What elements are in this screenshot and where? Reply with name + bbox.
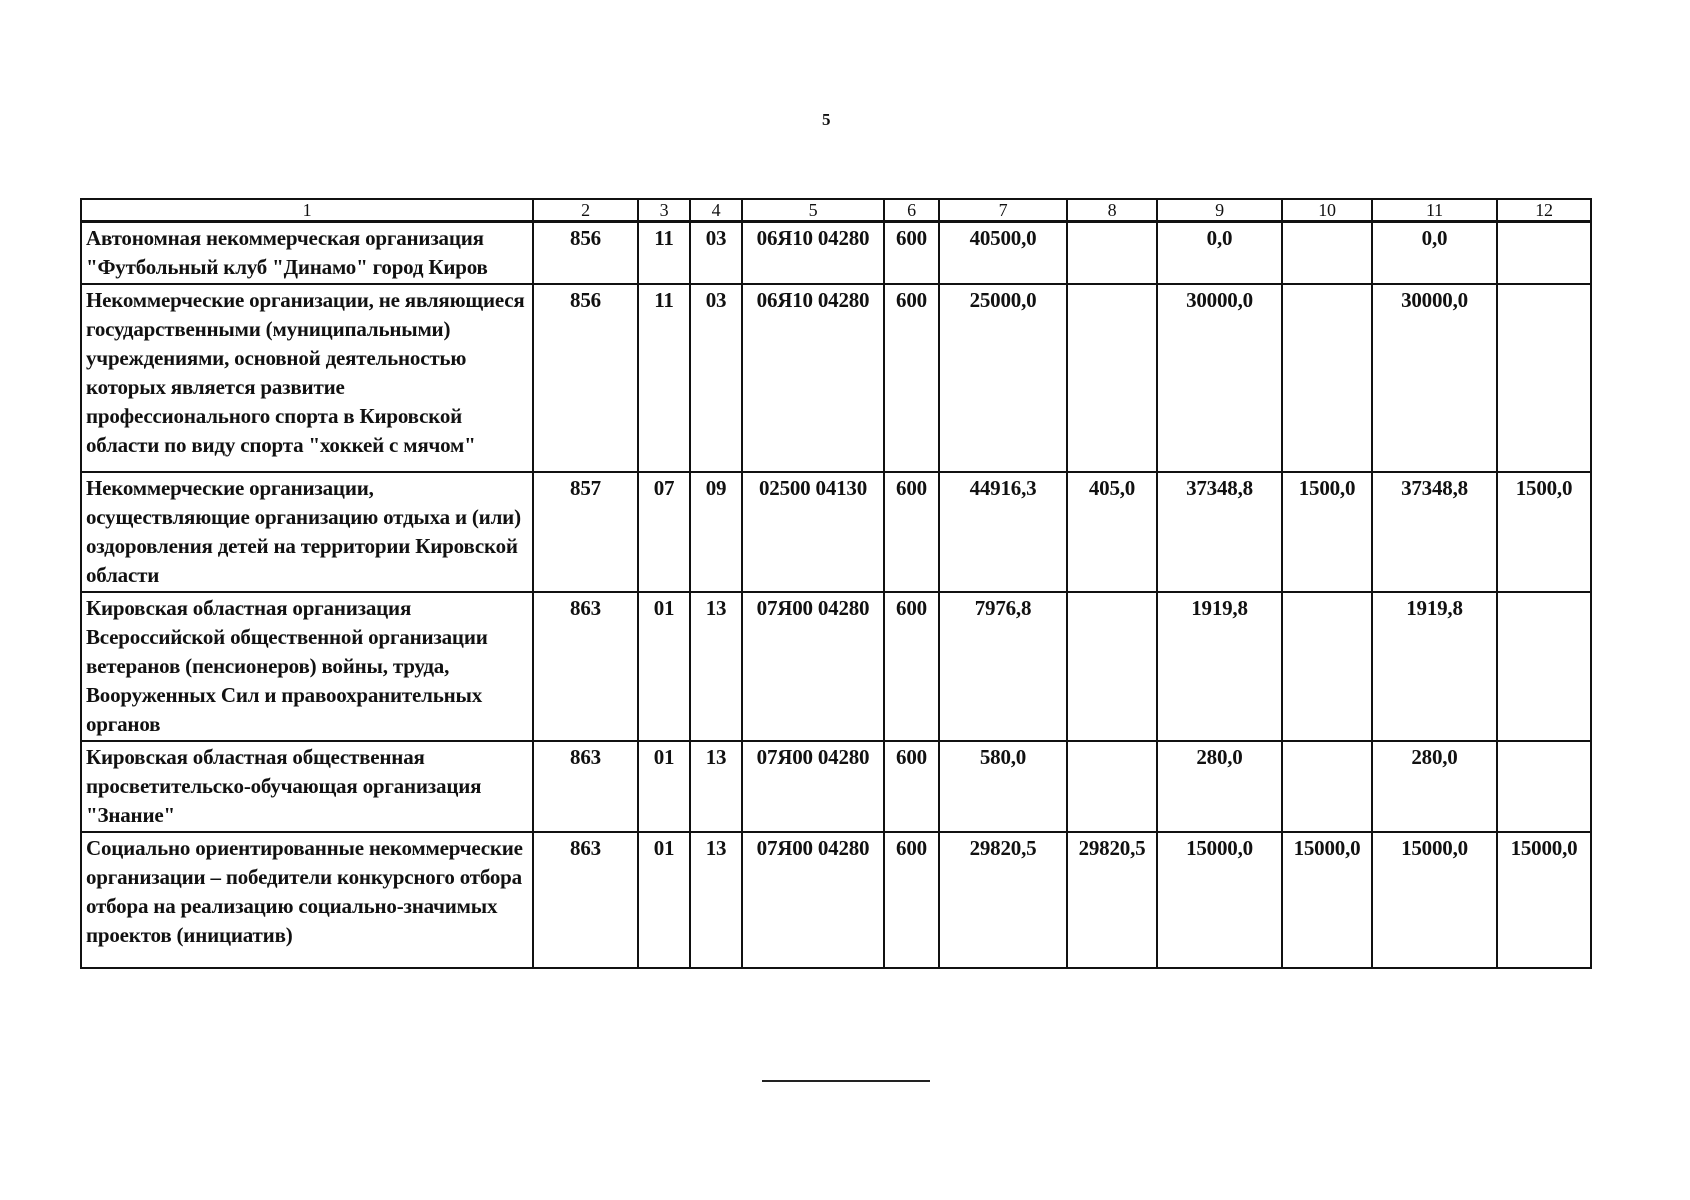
value-cell-col-4: 13 bbox=[690, 592, 742, 741]
value-cell-col-10 bbox=[1282, 741, 1372, 832]
value-cell-col-2: 856 bbox=[533, 222, 638, 285]
value-cell-col-9: 37348,8 bbox=[1157, 472, 1282, 592]
value-cell-col-11: 30000,0 bbox=[1372, 284, 1497, 472]
value-cell-col-8 bbox=[1067, 592, 1157, 741]
value-cell-col-5: 07Я00 04280 bbox=[742, 592, 884, 741]
column-header: 1 bbox=[81, 199, 533, 222]
value-cell-col-10: 1500,0 bbox=[1282, 472, 1372, 592]
value-cell-col-3: 01 bbox=[638, 592, 690, 741]
column-header: 6 bbox=[884, 199, 939, 222]
value-cell-col-9: 280,0 bbox=[1157, 741, 1282, 832]
value-cell-col-5: 07Я00 04280 bbox=[742, 741, 884, 832]
value-cell-col-8: 29820,5 bbox=[1067, 832, 1157, 968]
value-cell-col-11: 280,0 bbox=[1372, 741, 1497, 832]
value-cell-col-3: 11 bbox=[638, 284, 690, 472]
value-cell-col-6: 600 bbox=[884, 741, 939, 832]
value-cell-col-6: 600 bbox=[884, 832, 939, 968]
value-cell-col-3: 01 bbox=[638, 832, 690, 968]
footer-divider bbox=[762, 1080, 930, 1082]
value-cell-col-12 bbox=[1497, 284, 1591, 472]
value-cell-col-4: 09 bbox=[690, 472, 742, 592]
value-cell-col-12: 1500,0 bbox=[1497, 472, 1591, 592]
organization-name-cell: Кировская областная общественная просветительско-обучающая организация "Знание" bbox=[81, 741, 533, 832]
value-cell-col-11: 0,0 bbox=[1372, 222, 1497, 285]
value-cell-col-6: 600 bbox=[884, 284, 939, 472]
value-cell-col-9: 15000,0 bbox=[1157, 832, 1282, 968]
value-cell-col-3: 11 bbox=[638, 222, 690, 285]
value-cell-col-7: 580,0 bbox=[939, 741, 1067, 832]
column-header: 9 bbox=[1157, 199, 1282, 222]
value-cell-col-10 bbox=[1282, 592, 1372, 741]
table-row bbox=[81, 472, 1591, 592]
value-cell-col-4: 13 bbox=[690, 741, 742, 832]
value-cell-col-10: 15000,0 bbox=[1282, 832, 1372, 968]
header-row bbox=[81, 199, 1591, 222]
value-cell-col-9: 1919,8 bbox=[1157, 592, 1282, 741]
value-cell-col-11: 37348,8 bbox=[1372, 472, 1497, 592]
value-cell-col-2: 856 bbox=[533, 284, 638, 472]
value-cell-col-6: 600 bbox=[884, 592, 939, 741]
column-header: 11 bbox=[1372, 199, 1497, 222]
value-cell-col-7: 29820,5 bbox=[939, 832, 1067, 968]
value-cell-col-7: 40500,0 bbox=[939, 222, 1067, 285]
column-header: 4 bbox=[690, 199, 742, 222]
value-cell-col-10 bbox=[1282, 222, 1372, 285]
value-cell-col-9: 0,0 bbox=[1157, 222, 1282, 285]
value-cell-col-8 bbox=[1067, 284, 1157, 472]
column-header: 10 bbox=[1282, 199, 1372, 222]
table-row bbox=[81, 284, 1591, 472]
value-cell-col-2: 857 bbox=[533, 472, 638, 592]
value-cell-col-12: 15000,0 bbox=[1497, 832, 1591, 968]
organization-name-cell: Некоммерческие организации, осуществляющие организацию отдыха и (или) оздоровления детей на территории Кировской области bbox=[81, 472, 533, 592]
organization-name-cell: Социально ориентированные некоммерческие организации – победители конкурсного отбора отбора на реализацию социально-значимых проектов (инициатив) bbox=[81, 832, 533, 968]
value-cell-col-12 bbox=[1497, 222, 1591, 285]
value-cell-col-5: 02500 04130 bbox=[742, 472, 884, 592]
organization-name-cell: Автономная некоммерческая организация "Футбольный клуб "Динамо" город Киров bbox=[81, 222, 533, 285]
value-cell-col-8 bbox=[1067, 222, 1157, 285]
table-row bbox=[81, 592, 1591, 741]
value-cell-col-11: 1919,8 bbox=[1372, 592, 1497, 741]
budget-table bbox=[80, 198, 1592, 969]
value-cell-col-12 bbox=[1497, 592, 1591, 741]
value-cell-col-2: 863 bbox=[533, 592, 638, 741]
value-cell-col-8: 405,0 bbox=[1067, 472, 1157, 592]
column-header: 8 bbox=[1067, 199, 1157, 222]
value-cell-col-2: 863 bbox=[533, 832, 638, 968]
value-cell-col-2: 863 bbox=[533, 741, 638, 832]
value-cell-col-4: 03 bbox=[690, 222, 742, 285]
value-cell-col-7: 25000,0 bbox=[939, 284, 1067, 472]
value-cell-col-11: 15000,0 bbox=[1372, 832, 1497, 968]
value-cell-col-4: 13 bbox=[690, 832, 742, 968]
page-number: 5 bbox=[822, 110, 831, 129]
column-header: 3 bbox=[638, 199, 690, 222]
table-row bbox=[81, 741, 1591, 832]
value-cell-col-4: 03 bbox=[690, 284, 742, 472]
value-cell-col-10 bbox=[1282, 284, 1372, 472]
table-row bbox=[81, 832, 1591, 968]
value-cell-col-12 bbox=[1497, 741, 1591, 832]
value-cell-col-3: 01 bbox=[638, 741, 690, 832]
organization-name-cell: Некоммерческие организации, не являющиеся государственными (муниципальными) учреждениями, основной деятельностью которых является развитие профессионального спорта в Кировской области по виду спорта "хоккей с мячом" bbox=[81, 284, 533, 472]
value-cell-col-3: 07 bbox=[638, 472, 690, 592]
value-cell-col-6: 600 bbox=[884, 222, 939, 285]
value-cell-col-9: 30000,0 bbox=[1157, 284, 1282, 472]
table-body bbox=[81, 222, 1591, 969]
column-header: 7 bbox=[939, 199, 1067, 222]
value-cell-col-5: 06Я10 04280 bbox=[742, 222, 884, 285]
value-cell-col-7: 7976,8 bbox=[939, 592, 1067, 741]
column-header: 5 bbox=[742, 199, 884, 222]
column-header: 12 bbox=[1497, 199, 1591, 222]
column-header: 2 bbox=[533, 199, 638, 222]
value-cell-col-6: 600 bbox=[884, 472, 939, 592]
organization-name-cell: Кировская областная организация Всероссийской общественной организации ветеранов (пенсионеров) войны, труда, Вооруженных Сил и правоохранительных органов bbox=[81, 592, 533, 741]
value-cell-col-7: 44916,3 bbox=[939, 472, 1067, 592]
value-cell-col-5: 07Я00 04280 bbox=[742, 832, 884, 968]
value-cell-col-5: 06Я10 04280 bbox=[742, 284, 884, 472]
value-cell-col-8 bbox=[1067, 741, 1157, 832]
table-row bbox=[81, 222, 1591, 285]
